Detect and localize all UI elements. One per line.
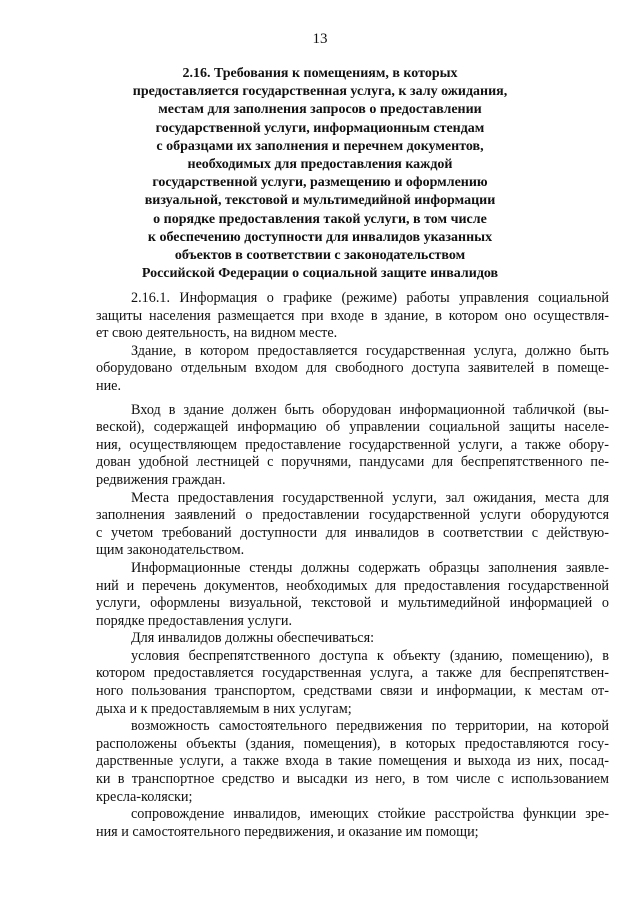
heading-line: о порядке предоставления такой услуги, в том числе — [153, 211, 487, 227]
paragraph — [96, 343, 609, 396]
text-line: ет свою деятельность, на видном месте. — [96, 325, 338, 342]
paragraph — [96, 718, 609, 806]
heading-line: с образцами их заполнения и перечнем документов, — [156, 138, 484, 154]
text-line: расположены объекты (здания, помещения), в которых предоставляются госу- — [96, 735, 609, 752]
paragraph — [96, 560, 609, 630]
text-line: кресла-коляски; — [96, 788, 193, 805]
paragraph — [96, 648, 609, 718]
text-line: защиты населения размещается при входе в здание, в котором оно осуществля- — [96, 307, 609, 324]
text-line: сопровождение инвалидов, имеющих стойкие расстройства функции зре- — [131, 806, 609, 823]
section-heading — [70, 65, 570, 283]
text-line: ного пользования транспортом, средствами связи и информации, к местам от- — [96, 683, 609, 700]
text-line: порядке предоставления услуги. — [96, 612, 293, 629]
text-line: котором предоставляется государственная услуга, а также для беспрепятствен- — [96, 665, 609, 682]
text-line: заполнения заявлений о предоставлении государственной услуги оборудуются — [96, 507, 609, 524]
text-line: дован удобной лестницей с поручнями, пандусами для беспрепятственного пе- — [96, 454, 609, 471]
text-line: дарственные услуги, а также входа в такие помещения и выхода из них, посад- — [96, 753, 609, 770]
text-line: ние. — [96, 377, 122, 394]
heading-line: государственной услуги, размещению и оформлению — [152, 175, 488, 191]
paragraph — [96, 630, 609, 648]
paragraph — [96, 490, 609, 560]
paragraph — [96, 402, 609, 490]
heading-line: государственной услуги, информационным стендам — [155, 120, 485, 136]
text-line: ки в транспортное средство и высадки из него, в том числе с использованием — [96, 771, 609, 788]
heading-line: Российской Федерации о социальной защите инвалидов — [141, 266, 499, 282]
text-line: Вход в здание должен быть оборудован информационной табличкой (вы- — [131, 401, 609, 418]
heading-line: к обеспечению доступности для инвалидов указанных — [147, 229, 493, 245]
text-line: Места предоставления государственной услуги, зал ожидания, места для — [131, 489, 609, 506]
paragraph — [96, 290, 609, 343]
text-line: с учетом требований доступности для инвалидов в соответствии с действую- — [96, 524, 609, 541]
heading-line: визуальной, текстовой и мультимедийной информации — [144, 193, 496, 209]
text-line: дыха и к предоставляемым в них услугам; — [96, 700, 352, 717]
text-line: возможность самостоятельного передвижения по территории, на которой — [131, 718, 609, 735]
text-line: редвижения граждан. — [96, 471, 226, 488]
text-line: оборудовано отдельным входом для свободного доступа заявителей в помеще- — [96, 360, 609, 377]
heading-line: предоставляется государственная услуга, к залу ожидания, — [132, 84, 508, 100]
text-line: Для инвалидов должны обеспечиваться: — [131, 630, 375, 647]
text-line: Здание, в котором предоставляется государственная услуга, должно быть — [131, 342, 609, 359]
heading-line: необходимых для предоставления каждой — [187, 157, 453, 173]
text-line: веской), содержащей информацию об управлении социальной защиты населе- — [96, 419, 609, 436]
text-line: ний и перечень документов, необходимых для предоставления государственной — [96, 577, 609, 594]
text-line: ния и самостоятельного передвижения, и оказание им помощи; — [96, 823, 479, 840]
heading-line: 2.16. Требования к помещениям, в которых — [182, 66, 458, 81]
heading-line: местам для заполнения запросов о предоставлении — [158, 102, 482, 118]
document-body — [96, 290, 609, 841]
text-line: щим законодательством. — [96, 542, 245, 559]
text-line: ния, осуществляющем предоставление государственной услуги, а также обору- — [96, 436, 609, 453]
text-line: услуги, оформлены визуальной, текстовой и мультимедийной информацией о — [96, 595, 609, 612]
page-number: 13 — [312, 31, 328, 47]
text-line: 2.16.1. Информация о графике (режиме) работы управления социальной — [131, 290, 609, 306]
text-line: Информационные стенды должны содержать образцы заполнения заявле- — [131, 559, 609, 576]
paragraph — [96, 806, 609, 841]
text-line: условия беспрепятственного доступа к объекту (зданию, помещению), в — [131, 647, 609, 664]
heading-line: объектов в соответствии с законодательством — [174, 248, 466, 264]
